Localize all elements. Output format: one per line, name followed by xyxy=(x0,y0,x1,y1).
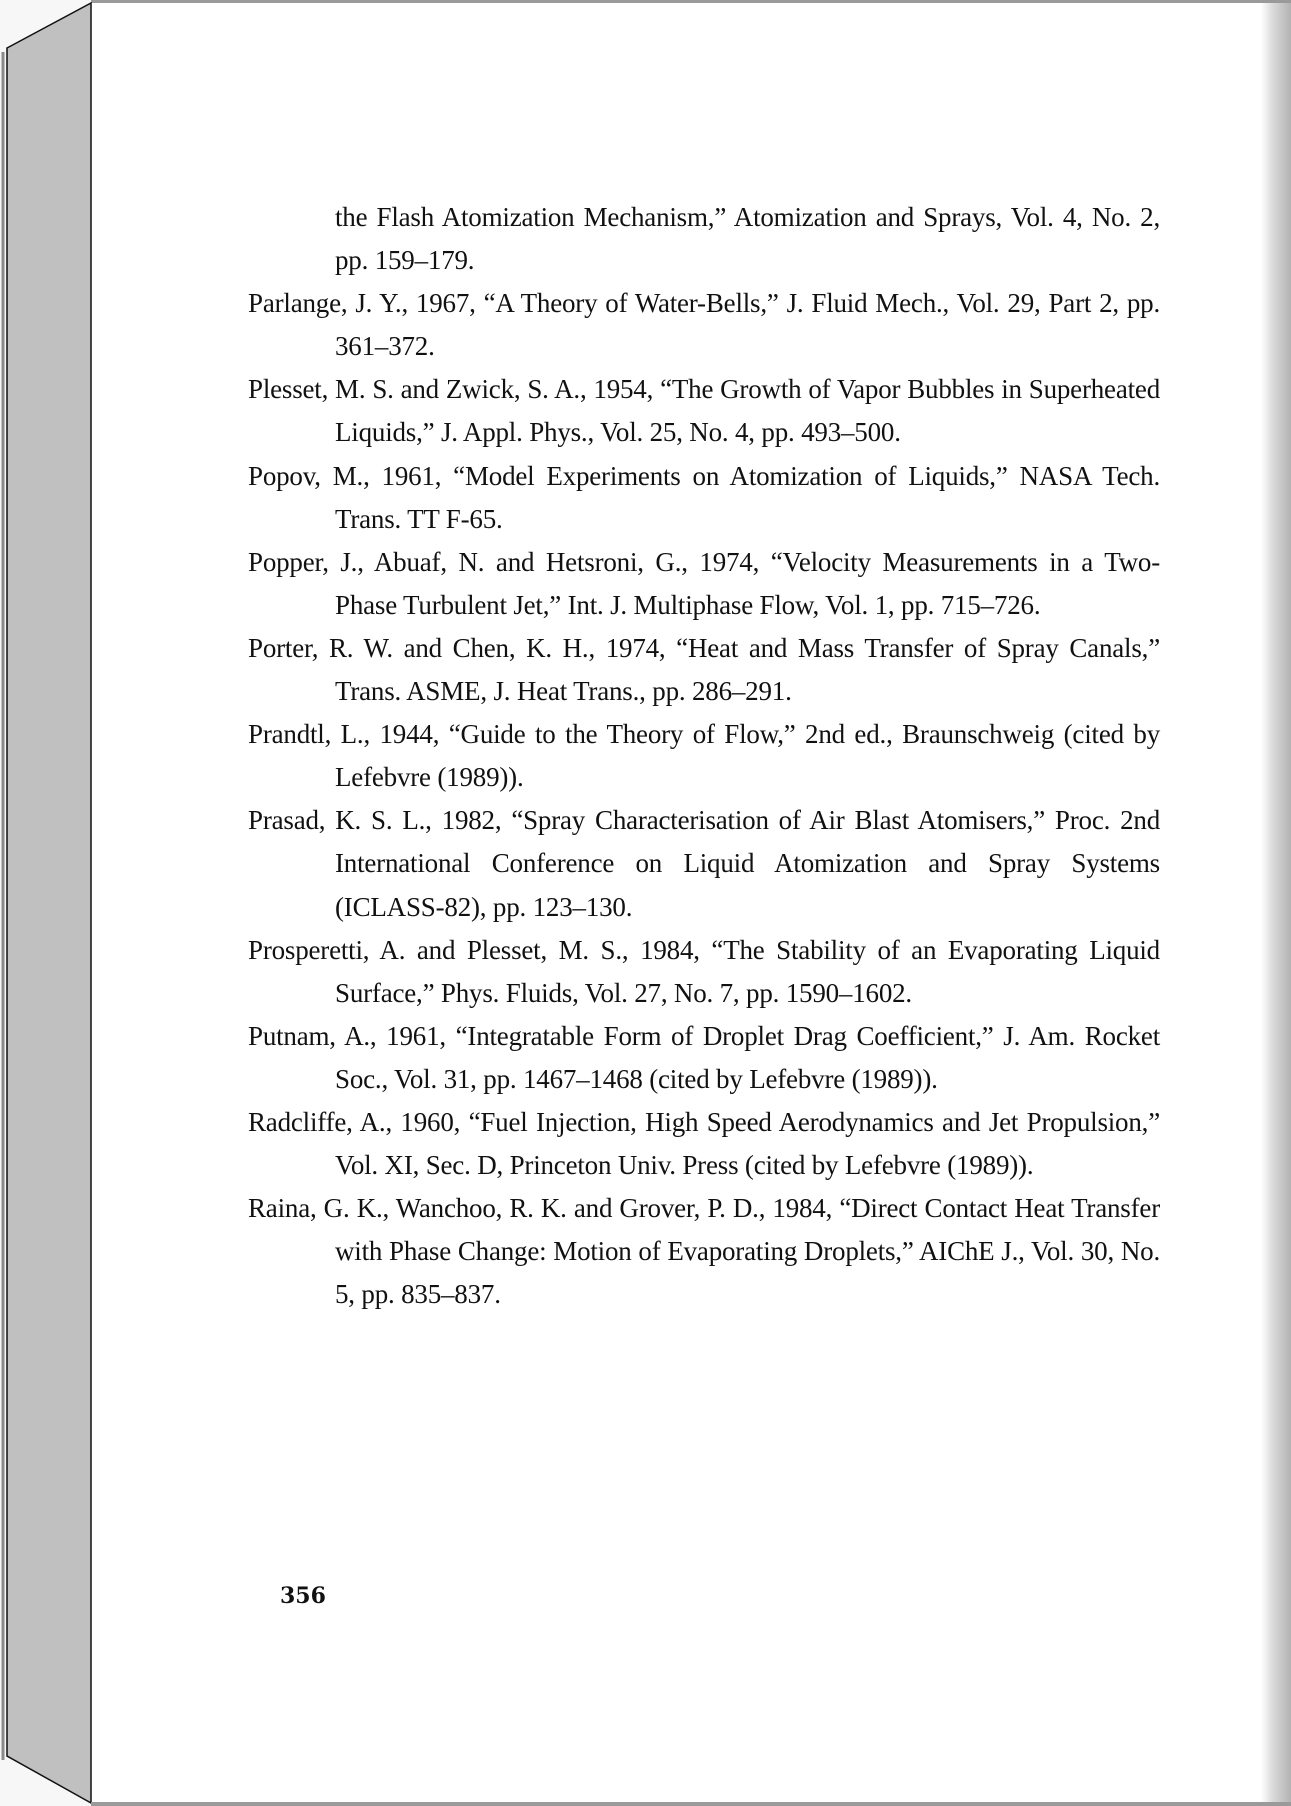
reference-entry: Prosperetti, A. and Plesset, M. S., 1984, “The Stability of an Evaporating Liquid Surface,” Phys. Fluids, Vol. 27, No. 7, pp. 1590–1602. xyxy=(248,934,1160,1008)
reference-list xyxy=(248,196,1160,1316)
reference-entry: Porter, R. W. and Chen, K. H., 1974, “Heat and Mass Transfer of Spray Canals,” Trans. ASME, J. Heat Trans., pp. 286–291. xyxy=(248,632,1160,707)
page-edge-shadow xyxy=(1261,3,1291,1802)
book-page xyxy=(92,3,1291,1802)
reference-entry: Popper, J., Abuaf, N. and Hetsroni, G., 1974, “Velocity Measurements in a Two-Phase Turbulent Jet,” Int. J. Multiphase Flow, Vol. 1, pp. 715–726. xyxy=(248,546,1160,620)
reference-entry: Radcliffe, A., 1960, “Fuel Injection, High Speed Aerodynamics and Jet Propulsion,” Vol. XI, Sec. D, Princeton Univ. Press (cited by Lefebvre (1989)). xyxy=(248,1106,1160,1181)
reference-entry: Plesset, M. S. and Zwick, S. A., 1954, “The Growth of Vapor Bubbles in Superheated Liquids,” J. Appl. Phys., Vol. 25, No. 4, pp. 493–500. xyxy=(248,374,1160,448)
book-spine xyxy=(0,0,92,1806)
book-bottom-edge xyxy=(91,1802,1291,1806)
reference-entry: Popov, M., 1961, “Model Experiments on Atomization of Liquids,” NASA Tech. Trans. TT F-65. xyxy=(248,460,1160,534)
reference-entry: Putnam, A., 1961, “Integratable Form of Droplet Drag Coefficient,” J. Am. Rocket Soc., Vol. 31, pp. 1467–1468 (cited by Lefebvre (1989)). xyxy=(248,1020,1160,1094)
reference-entry: the Flash Atomization Mechanism,” Atomization and Sprays, Vol. 4, No. 2, pp. 159–179. xyxy=(335,202,1160,276)
reference-entry: Raina, G. K., Wanchoo, R. K. and Grover, P. D., 1984, “Direct Contact Heat Transfer with Phase Change: Motion of Evaporating Droplets,” AIChE J., Vol. 30, No. 5, pp. 835–837. xyxy=(248,1193,1160,1310)
page-number: 356 xyxy=(280,1583,326,1609)
reference-entry: Prandtl, L., 1944, “Guide to the Theory of Flow,” 2nd ed., Braunschweig (cited by Lefebvre (1989)). xyxy=(248,719,1160,793)
reference-entry: Prasad, K. S. L., 1982, “Spray Characterisation of Air Blast Atomisers,” Proc. 2nd International Conference on Liquid Atomization and Spray Systems (ICLASS-82), pp. 123–130. xyxy=(248,805,1160,922)
reference-entry: Parlange, J. Y., 1967, “A Theory of Water-Bells,” J. Fluid Mech., Vol. 29, Part 2, pp. 361–372. xyxy=(248,288,1160,362)
